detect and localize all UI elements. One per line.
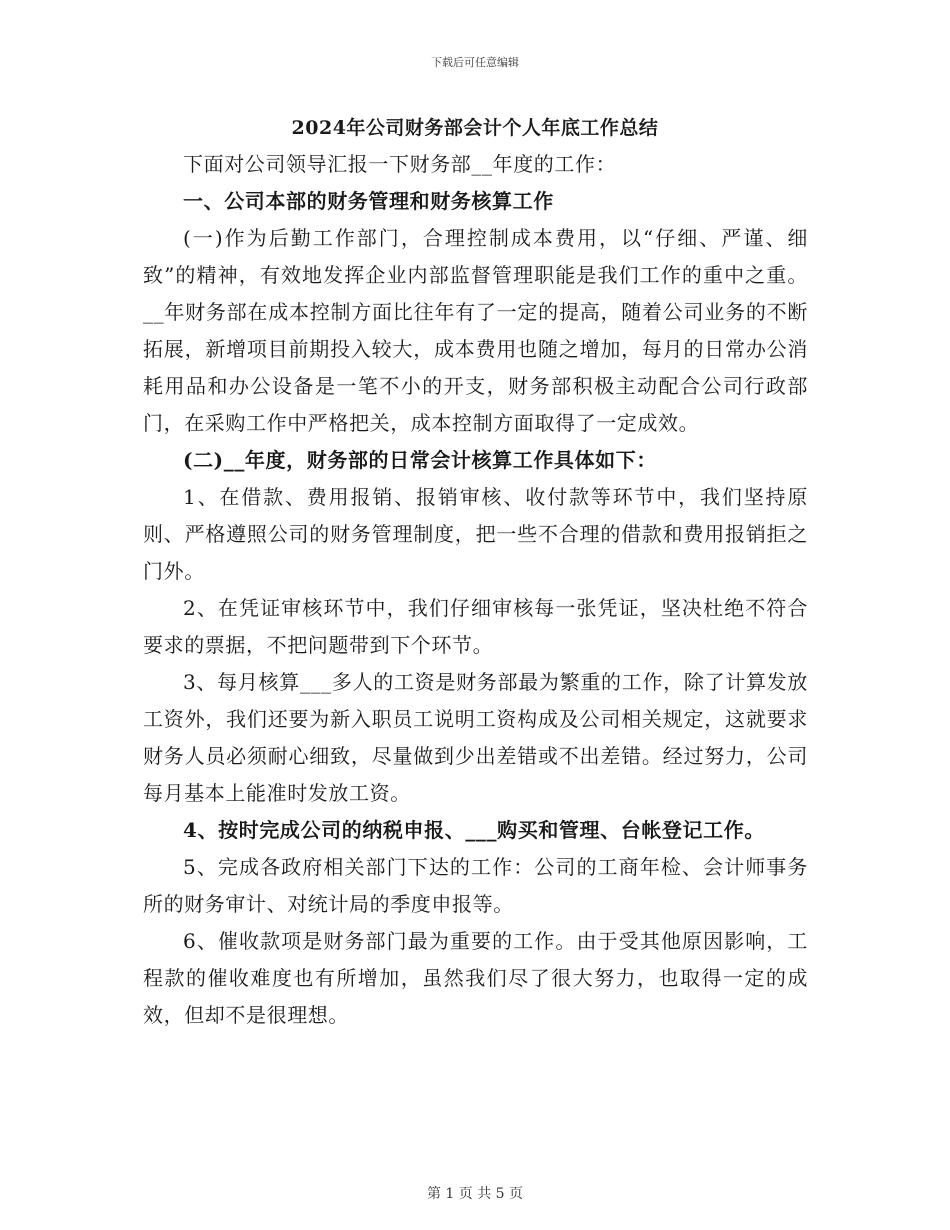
list-item-4: 4、按时完成公司的纳税申报、___购买和管理、台帐登记工作。	[183, 818, 765, 842]
paragraph-intro: 下面对公司领导汇报一下财务部__年度的工作：	[183, 152, 617, 176]
list-item-5: 5、完成各政府相关部门下达的工作：公司的工商年检、会计师事务所的财务审计、对统计局的季度申报等。	[143, 855, 808, 916]
document-body	[143, 146, 808, 1034]
list-item-3: 3、每月核算___多人的工资是财务部最为繁重的工作，除了计算发放工资外，我们还要为新入职员工说明工资构成及公司相关规定，这就要求财务人员必须耐心细致，尽量做到少出差错或不出差错。经过努力，公司每月基本上能准时发放工资。	[143, 670, 808, 805]
document-title: 2024年公司财务部会计个人年底工作总结	[291, 117, 659, 139]
list-item-2: 2、在凭证审核环节中，我们仔细审核每一张凭证，坚决杜绝不符合要求的票据，不把问题带到下个环节。	[143, 596, 808, 657]
paragraph-cost-control: (一)作为后勤工作部门，合理控制成本费用，以“仔细、严谨、细致”的精神，有效地发挥企业内部监督管理职能是我们工作的重中之重。__年财务部在成本控制方面比往年有了一定的提高，随着公司业务的不断拓展，新增项目前期投入较大，成本费用也随之增加，每月的日常办公消耗用品和办公设备是一笔不小的开支，财务部积极主动配合公司行政部门，在采购工作中严格把关，成本控制方面取得了一定成效。	[143, 226, 808, 435]
list-item-6: 6、催收款项是财务部门最为重要的工作。由于受其他原因影响，工程款的催收难度也有所增加，虽然我们尽了很大努力，也取得一定的成效，但却不是很理想。	[143, 929, 808, 1027]
page-footer: 第 1 页 共 5 页	[426, 1186, 524, 1202]
list-item-1: 1、在借款、费用报销、报销审核、收付款等环节中，我们坚持原则、严格遵照公司的财务管理制度，把一些不合理的借款和费用报销拒之门外。	[143, 485, 808, 583]
subsection-heading-2: (二)__年度，财务部的日常会计核算工作具体如下：	[183, 448, 657, 472]
section-heading-1: 一、公司本部的财务管理和财务核算工作	[183, 189, 554, 213]
header-note: 下载后可任意编辑	[431, 56, 519, 69]
